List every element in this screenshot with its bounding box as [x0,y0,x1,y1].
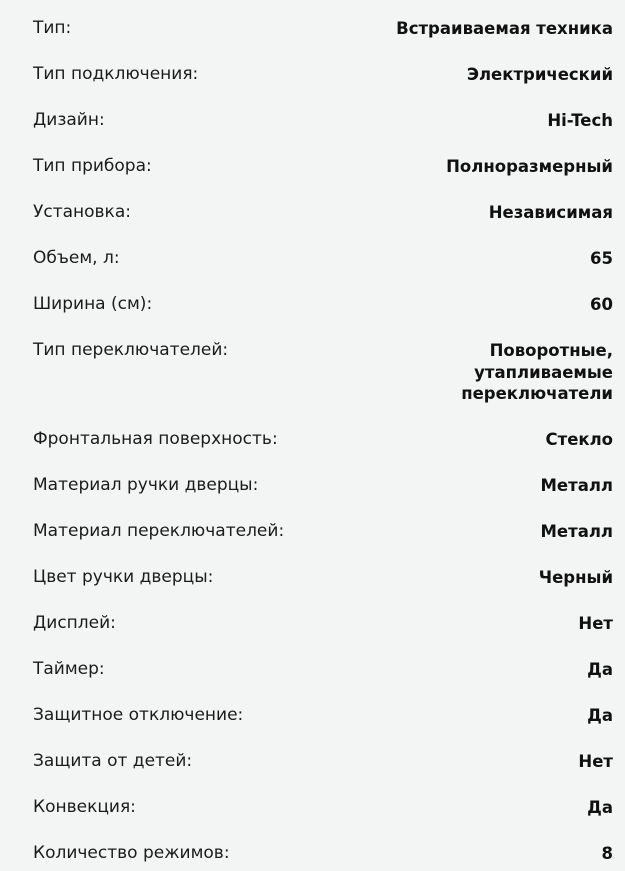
spec-value: Да [587,798,613,817]
spec-row-timer [0,641,625,687]
spec-row-appliance-type [0,138,625,184]
spec-label: Объем, л: [33,248,120,268]
spec-value: Полноразмерный [446,157,613,176]
spec-row-connection-type [0,46,625,92]
spec-label: Установка: [33,202,131,222]
spec-row-display [0,595,625,641]
spec-row-front-surface [0,411,625,457]
spec-row-child-lock [0,733,625,779]
spec-row-type [0,0,625,46]
spec-label: Цвет ручки дверцы: [33,567,214,587]
spec-value: Нет [578,614,613,633]
spec-row-switch-type [0,322,625,411]
spec-row-door-handle-material [0,457,625,503]
spec-label: Дисплей: [33,613,116,633]
spec-value: Металл [540,522,613,541]
spec-row-design [0,92,625,138]
spec-row-volume [0,230,625,276]
spec-label: Ширина (см): [33,294,153,314]
spec-row-modes-count [0,825,625,871]
spec-row-door-handle-color [0,549,625,595]
spec-value: Да [587,660,613,679]
spec-label: Тип: [33,18,72,38]
spec-label: Количество режимов: [33,843,230,863]
spec-value: Нет [578,752,613,771]
spec-row-installation [0,184,625,230]
spec-label: Тип подключения: [33,64,199,84]
spec-row-convection [0,779,625,825]
spec-label: Тип переключателей: [33,340,229,360]
spec-label: Дизайн: [33,110,105,130]
spec-value: 60 [590,295,613,314]
spec-label: Фронтальная поверхность: [33,429,278,449]
spec-label: Таймер: [33,659,105,679]
spec-label: Защитное отключение: [33,705,244,725]
spec-value: Электрический [466,65,613,84]
spec-label: Материал переключателей: [33,521,285,541]
spec-label: Защита от детей: [33,751,193,771]
spec-value: Да [587,706,613,725]
spec-row-switch-material [0,503,625,549]
spec-label: Конвекция: [33,797,136,817]
spec-row-width [0,276,625,322]
spec-label: Тип прибора: [33,156,152,176]
spec-value: Hi-Tech [547,111,613,130]
spec-value: 65 [590,249,613,268]
spec-label: Материал ручки дверцы: [33,475,259,495]
spec-value: Поворотные, утапливаемые переключатели [461,341,613,403]
spec-value: Независимая [488,203,613,222]
spec-value: Черный [538,568,613,587]
spec-value: 8 [601,844,613,863]
spec-value: Металл [540,476,613,495]
spec-value: Встраиваемая техника [396,19,613,38]
spec-row-safety-shutoff [0,687,625,733]
spec-value: Стекло [545,430,613,449]
